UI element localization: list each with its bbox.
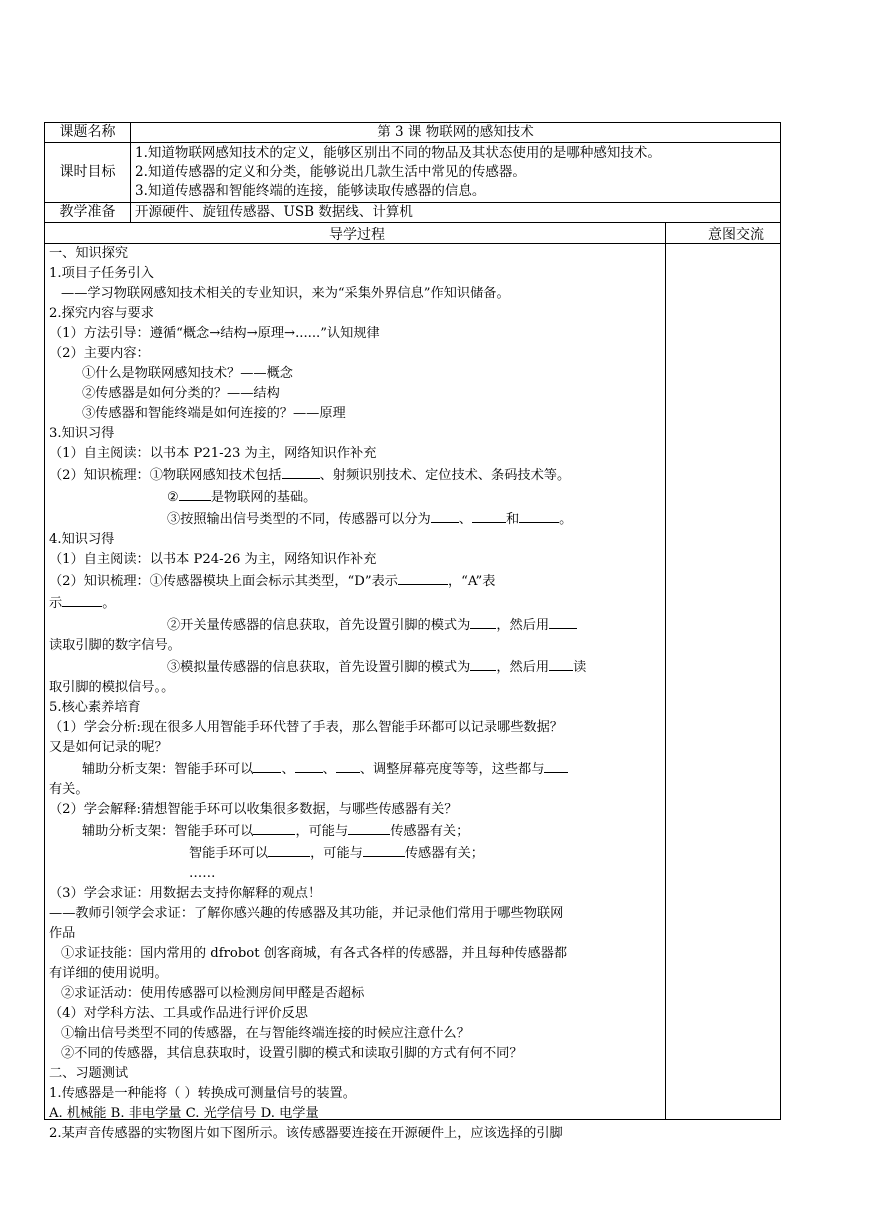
text-line: （2）主要内容： xyxy=(49,346,150,361)
fill-blank xyxy=(472,508,506,523)
process-label: 导学过程 xyxy=(329,227,385,243)
text-line xyxy=(49,570,661,592)
text-line: 又是如何记录的呢？ xyxy=(49,740,168,755)
text-line: ——教师引领学会求证：了解你感兴趣的传感器及其功能，并记录他们常用于哪些物联网 xyxy=(49,906,564,921)
fill-blank xyxy=(470,614,496,629)
text-part: （2）知识梳理：①传感器模块上面会标示其类型，“D”表示 xyxy=(49,574,398,589)
text-part: ②开关量传感器的信息获取，首先设置引脚的模式为 xyxy=(167,618,471,633)
text-part: ② xyxy=(167,490,179,505)
text-part: ③模拟量传感器的信息获取，首先设置引脚的模式为 xyxy=(167,660,471,675)
text-part: 。 xyxy=(102,596,116,611)
fill-blank xyxy=(519,508,559,523)
fill-blank xyxy=(544,758,568,773)
text-part: 、 xyxy=(322,762,336,777)
header-table xyxy=(44,122,781,223)
text-part: 传感器有关； xyxy=(404,846,484,861)
text-line: （1）自主阅读：以书本 P24-26 为主，网络知识作补充 xyxy=(49,552,377,567)
intent-label: 意图交流 xyxy=(708,227,764,243)
column-divider xyxy=(665,222,666,1119)
text-line: （1）自主阅读：以书本 P21-23 为主，网络知识作补充 xyxy=(49,446,377,461)
text-line: ①求证技能：国内常用的 dfrobot 创客商城，有各式各样的传感器，并且每种传感器都 xyxy=(61,946,568,961)
text-part: ，然后用 xyxy=(496,618,550,633)
text-line xyxy=(49,842,661,864)
text-line xyxy=(49,486,661,508)
text-part: ，可能与 xyxy=(295,824,349,839)
text-line: ②求证活动：使用传感器可以检测房间甲醛是否超标 xyxy=(61,986,365,1001)
fill-blank xyxy=(253,820,295,835)
process-header-row xyxy=(44,222,781,243)
text-line: 有关。 xyxy=(49,782,89,797)
section-heading: 二、习题测试 xyxy=(49,1066,129,1081)
text-line: ②不同的传感器，其信息获取时，设置引脚的模式和读取引脚的方式有何不同？ xyxy=(61,1046,523,1061)
text-line: 读取引脚的数字信号。 xyxy=(49,638,181,653)
text-line: ①什么是物联网感知技术？——概念 xyxy=(82,366,293,381)
text-line xyxy=(49,758,661,780)
question-1: 1.传感器是一种能将（ ）转换成可测量信号的装置。 xyxy=(49,1086,356,1101)
text-part: 、调整屏幕亮度等等，这些都与 xyxy=(359,762,545,777)
goal-3: 3.知道传感器和智能终端的连接，能够读取传感器的信息。 xyxy=(135,183,486,199)
text-part: ，然后用 xyxy=(496,660,550,675)
text-part: 是物联网的基础。 xyxy=(210,490,317,505)
fill-blank xyxy=(282,464,320,479)
fill-blank xyxy=(268,842,310,857)
text-line xyxy=(49,614,661,636)
text-line: （1）方法引导：遵循“概念→结构→原理→......”认知规律 xyxy=(49,326,380,341)
text-line: （1）学会分析:现在很多人用智能手环代替了手表，那么智能手环都可以记录哪些数据？ xyxy=(49,720,563,735)
fill-blank xyxy=(348,820,390,835)
text-part: 辅助分析支架：智能手环可以 xyxy=(82,762,254,777)
text-line: ①输出信号类型不同的传感器，在与智能终端连接的时候应注意什么？ xyxy=(61,1026,470,1041)
text-line: （2）学会解释:猜想智能手环可以收集很多数据，与哪些传感器有关？ xyxy=(49,802,458,817)
fill-blank xyxy=(179,486,211,501)
text-line: …… xyxy=(189,866,216,881)
text-line: 作品 xyxy=(49,926,76,941)
text-line: ②传感器是如何分类的？——结构 xyxy=(82,386,280,401)
question-2: 2.某声音传感器的实物图片如下图所示。该传感器要连接在开源硬件上，应该选择的引脚 xyxy=(49,1126,563,1141)
fill-blank xyxy=(470,656,496,671)
text-part: 、 xyxy=(281,762,295,777)
text-part: 辅助分析支架：智能手环可以 xyxy=(82,824,254,839)
item-heading: 4.知识习得 xyxy=(49,532,115,547)
text-line xyxy=(49,592,661,614)
text-part: 读 xyxy=(573,660,587,675)
text-line xyxy=(49,508,661,530)
section-heading: 一、知识探究 xyxy=(49,246,129,261)
fill-blank xyxy=(549,614,577,629)
item-heading: 1.项目子任务引入 xyxy=(49,266,154,281)
fill-blank xyxy=(62,592,102,607)
text-line xyxy=(49,656,661,678)
fill-blank xyxy=(363,842,405,857)
goals-label: 课时目标 xyxy=(45,143,131,203)
goal-1: 1.知道物联网感知技术的定义，能够区别出不同的物品及其状态使用的是哪种感知技术。 xyxy=(135,145,661,161)
prep-label: 教学准备 xyxy=(45,203,131,223)
text-line xyxy=(49,820,661,842)
text-line: 有详细的使用说明。 xyxy=(49,966,168,981)
text-part: 智能手环可以 xyxy=(189,846,269,861)
text-part: 传感器有关； xyxy=(390,824,470,839)
text-line: ——学习物联网感知技术相关的专业知识，来为“采集外界信息”作知识储备。 xyxy=(61,286,510,301)
prep-value: 开源硬件、旋钮传感器、USB 数据线、计算机 xyxy=(131,203,781,223)
goals-cell xyxy=(131,143,781,203)
fill-blank xyxy=(398,570,448,585)
fill-blank xyxy=(549,656,573,671)
text-part: ，“A”表 xyxy=(447,574,496,589)
text-line: （4）对学科方法、工具或作品进行评价反思 xyxy=(49,1006,308,1021)
course-title: 第 3 课 物联网的感知技术 xyxy=(131,123,781,143)
text-line: （3）学会求证：用数据去支持你解释的观点！ xyxy=(49,886,322,901)
text-line: 取引脚的模拟信号。。 xyxy=(49,680,175,695)
fill-blank xyxy=(336,758,360,773)
fill-blank xyxy=(431,508,459,523)
text-part: ，可能与 xyxy=(310,846,363,861)
item-heading: 5.核心素养培育 xyxy=(49,700,141,715)
text-part: 、射频识别技术、定位技术、条码技术等。 xyxy=(319,468,571,483)
fill-blank xyxy=(295,758,323,773)
text-part: 。 xyxy=(559,512,573,527)
item-heading: 2.探究内容与要求 xyxy=(49,306,154,321)
text-line xyxy=(49,464,661,486)
text-line: ③传感器和智能终端是如何连接的？——原理 xyxy=(82,406,346,421)
text-part: ③按照输出信号类型的不同，传感器可以分为 xyxy=(167,512,431,527)
text-part: 和 xyxy=(505,512,520,527)
text-part: 、 xyxy=(458,512,472,527)
item-heading: 3.知识习得 xyxy=(49,426,115,441)
text-part: （2）知识梳理：①物联网感知技术包括 xyxy=(49,468,282,483)
question-1-options: A. 机械能 B. 非电学量 C. 光学信号 D. 电学量 xyxy=(49,1106,319,1121)
fill-blank xyxy=(253,758,281,773)
course-label: 课题名称 xyxy=(45,123,131,143)
text-part: 示 xyxy=(49,596,63,611)
goal-2: 2.知道传感器的定义和分类，能够说出几款生活中常见的传感器。 xyxy=(135,164,526,180)
process-content xyxy=(49,244,661,1144)
